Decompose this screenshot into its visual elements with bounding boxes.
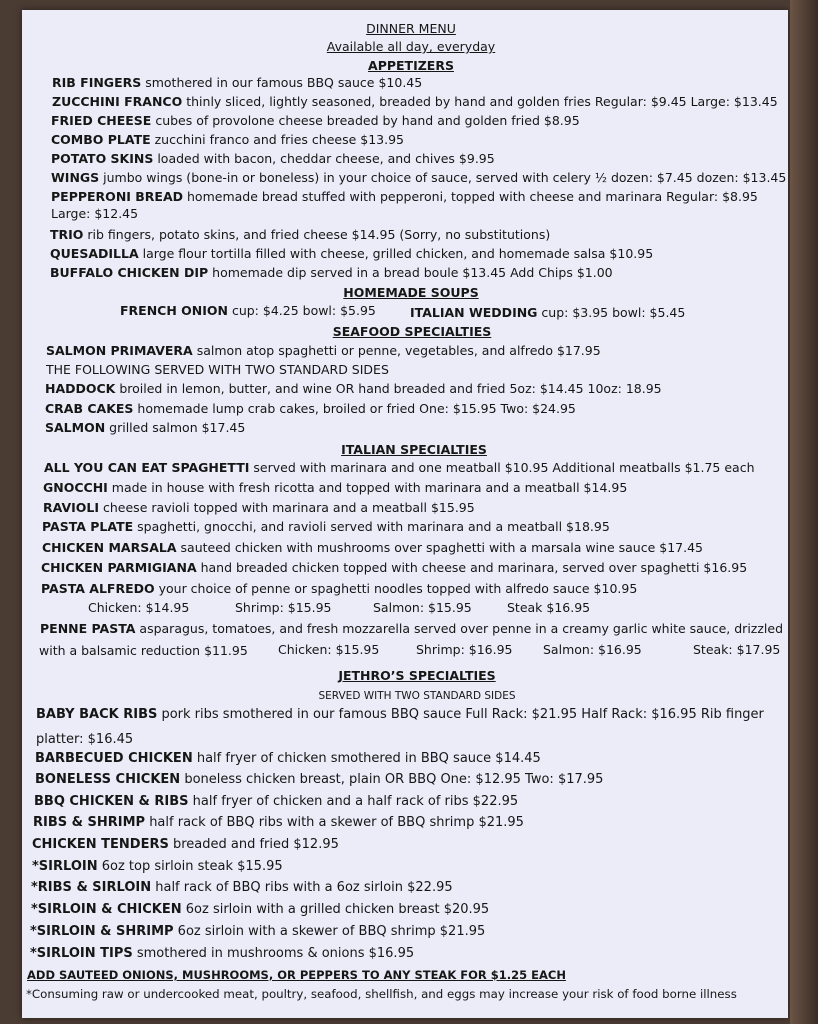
menu-item: BONELESS CHICKEN boneless chicken breast, plain OR BBQ One: $12.95 Two: $17.95 [35,772,604,787]
section-note: SERVED WITH TWO STANDARD SIDES [318,690,516,702]
menu-item: FRENCH ONION cup: $4.25 bowl: $5.95 [120,303,376,318]
addon-price: Shrimp: $16.95 [416,642,513,657]
menu-item: BBQ CHICKEN & RIBS half fryer of chicken and a half rack of ribs $22.95 [34,794,519,809]
addon-price: Salmon: $15.95 [373,600,472,615]
menu-item: PENNE PASTA asparagus, tomatoes, and fresh mozzarella served over penne in a creamy garlic white sauce, drizzled [40,621,784,636]
menu-availability: Available all day, everyday [326,39,496,54]
menu-item: SALMON PRIMAVERA salmon atop spaghetti or penne, vegetables, and alfredo $17.95 [46,343,601,358]
section-note: THE FOLLOWING SERVED WITH TWO STANDARD SIDES [46,362,389,377]
menu-item: GNOCCHI made in house with fresh ricotta and topped with marinara and a meatball $14.95 [43,480,628,495]
menu-item: QUESADILLA large flour tortilla filled with cheese, grilled chicken, and homemade salsa $10.95 [50,246,654,261]
menu-item: PASTA PLATE spaghetti, gnocchi, and ravioli served with marinara and a meatball $18.95 [42,519,610,534]
food-safety-warning: *Consuming raw or undercooked meat, poultry, seafood, shellfish, and eggs may increase your risk of food borne illness [26,987,737,1001]
addon-price: Chicken: $14.95 [88,600,190,615]
appetizers-heading: APPETIZERS [368,58,454,73]
addon-price: Salmon: $16.95 [543,642,642,657]
menu-item-continued: platter: $16.45 [36,732,134,747]
menu-item: POTATO SKINS loaded with bacon, cheddar cheese, and chives $9.95 [51,151,495,166]
addon-price: Chicken: $15.95 [278,642,380,657]
seafood-heading: SEAFOOD SPECIALTIES [332,324,492,339]
menu-item: COMBO PLATE zucchini franco and fries cheese $13.95 [51,132,404,147]
menu-item: *SIRLOIN & CHICKEN 6oz sirloin with a grilled chicken breast $20.95 [31,902,490,917]
addon-price: Steak $16.95 [507,600,591,615]
menu-item: HADDOCK broiled in lemon, butter, and wine OR hand breaded and fried 5oz: $14.45 10oz: 18.95 [45,381,662,396]
menu-item: SALMON grilled salmon $17.45 [45,420,246,435]
menu-item: WINGS jumbo wings (bone-in or boneless) in your choice of sauce, served with celery ½ dozen: $7.45 dozen: $13.45 [51,170,787,185]
menu-item-continued: Large: $12.45 [51,206,139,221]
addon-price: Steak: $17.95 [693,642,781,657]
menu-item: BARBECUED CHICKEN half fryer of chicken smothered in BBQ sauce $14.45 [35,751,541,766]
paper-edge [790,0,818,1024]
menu-title: DINNER MENU [366,21,456,36]
menu-item: ZUCCHINI FRANCO thinly sliced, lightly seasoned, breaded by hand and golden fries Regular: $9.45 Large: $13.45 [52,94,778,109]
menu-item: BABY BACK RIBS pork ribs smothered in our famous BBQ sauce Full Rack: $21.95 Half Rack: $16.95 Rib finger [36,707,764,722]
menu-item: ITALIAN WEDDING cup: $3.95 bowl: $5.45 [410,305,686,320]
menu-item: PEPPERONI BREAD homemade bread stuffed with pepperoni, topped with cheese and marinara Regular: $8.95 [51,189,758,204]
menu-item: RIBS & SHRIMP half rack of BBQ ribs with a skewer of BBQ shrimp $21.95 [33,815,524,830]
menu-item: CRAB CAKES homemade lump crab cakes, broiled or fried One: $15.95 Two: $24.95 [45,401,576,416]
menu-item: *SIRLOIN 6oz top sirloin steak $15.95 [32,859,283,874]
menu-item: PASTA ALFREDO your choice of penne or spaghetti noodles topped with alfredo sauce $10.95 [41,581,638,596]
menu-item: *RIBS & SIRLOIN half rack of BBQ ribs with a 6oz sirloin $22.95 [31,880,453,895]
menu-item: RIB FINGERS smothered in our famous BBQ sauce $10.45 [52,75,423,90]
menu-item: CHICKEN MARSALA sauteed chicken with mushrooms over spaghetti with a marsala wine sauce $17.45 [42,540,703,555]
menu-item: *SIRLOIN TIPS smothered in mushrooms & onions $16.95 [30,946,415,961]
menu-item: CHICKEN TENDERS breaded and fried $12.95 [32,837,339,852]
steak-addon-note: ADD SAUTEED ONIONS, MUSHROOMS, OR PEPPERS TO ANY STEAK FOR $1.25 EACH [27,968,566,982]
menu-item: FRIED CHEESE cubes of provolone cheese breaded by hand and golden fried $8.95 [51,113,580,128]
menu-item: RAVIOLI cheese ravioli topped with marinara and a meatball $15.95 [43,500,475,515]
menu-item: ALL YOU CAN EAT SPAGHETTI served with marinara and one meatball $10.95 Additional meatballs $1.75 each [44,460,755,475]
soups-heading: HOMEMADE SOUPS [343,285,479,300]
jethros-heading: JETHRO’S SPECIALTIES [338,668,496,683]
menu-item: CHICKEN PARMIGIANA hand breaded chicken topped with cheese and marinara, served over spaghetti $16.95 [41,560,748,575]
addon-price: Shrimp: $15.95 [235,600,332,615]
menu-item: TRIO rib fingers, potato skins, and fried cheese $14.95 (Sorry, no substitutions) [50,227,551,242]
menu-item-continued: with a balsamic reduction $11.95 [39,643,248,658]
italian-heading: ITALIAN SPECIALTIES [341,442,487,457]
menu-item: BUFFALO CHICKEN DIP homemade dip served in a bread boule $13.45 Add Chips $1.00 [50,265,613,280]
menu-item: *SIRLOIN & SHRIMP 6oz sirloin with a skewer of BBQ shrimp $21.95 [30,924,486,939]
